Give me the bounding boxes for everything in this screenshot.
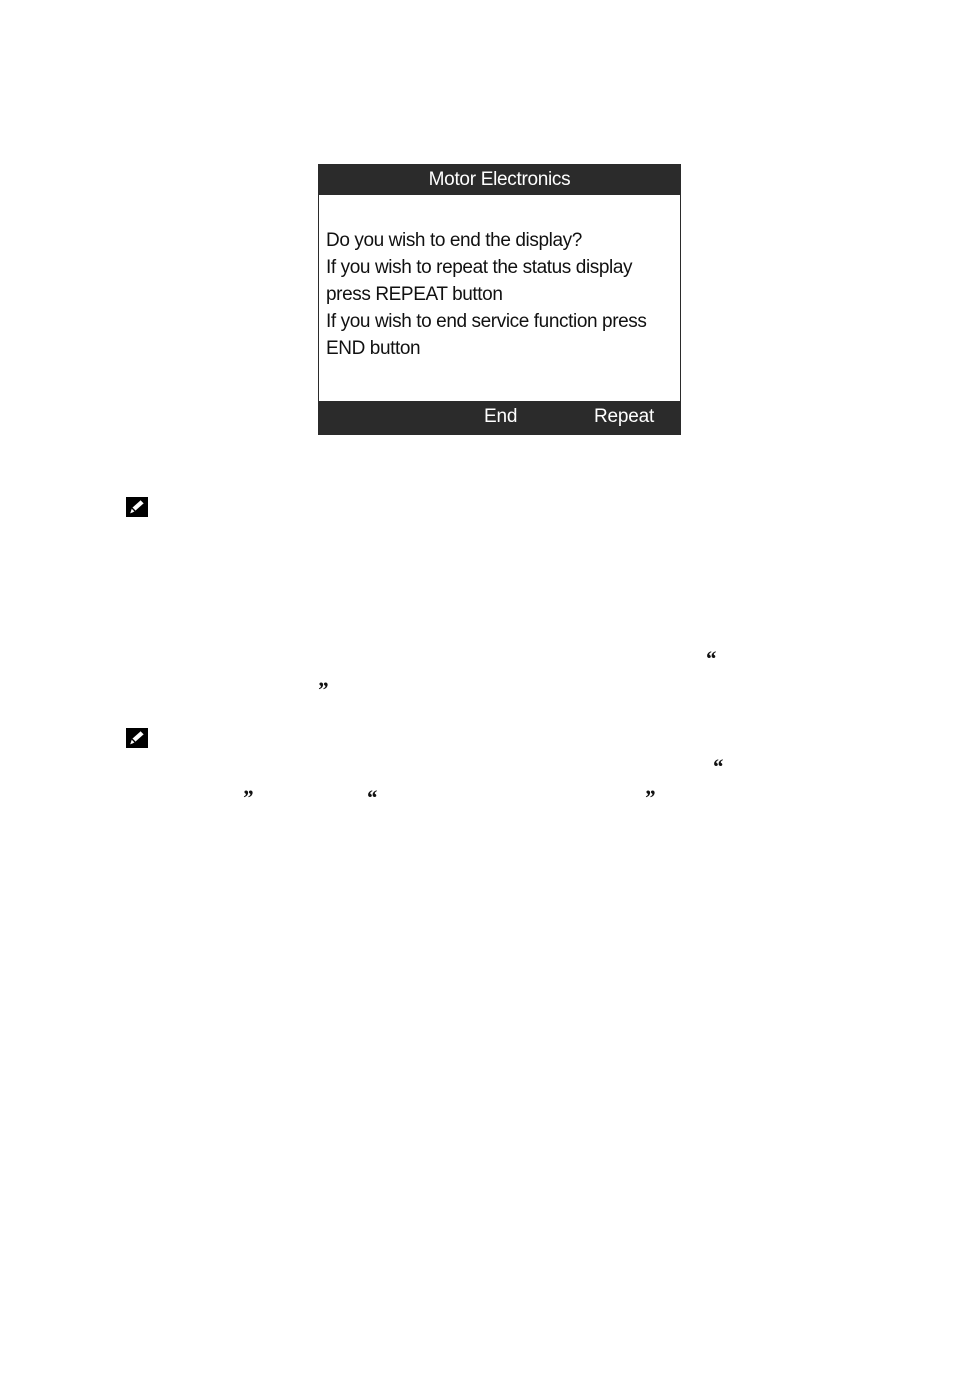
note-pencil-icon <box>126 728 148 748</box>
screen-title: Motor Electronics <box>428 169 571 190</box>
open-quote-mark: “ <box>705 646 716 671</box>
message-line: press REPEAT button <box>326 284 503 305</box>
message-line: Do you wish to end the display? <box>326 230 582 251</box>
close-quote-mark: ” <box>242 785 253 810</box>
message-line: If you wish to end service function press <box>326 311 647 332</box>
close-quote-mark: ” <box>317 677 328 702</box>
softkey-bar <box>319 401 680 434</box>
device-screen <box>318 164 681 435</box>
repeat-button[interactable]: Repeat <box>594 406 655 427</box>
screen-title-bar <box>319 165 680 195</box>
message-body <box>326 227 676 362</box>
open-quote-mark: “ <box>366 785 377 810</box>
message-line: END button <box>326 338 421 359</box>
message-line: If you wish to repeat the status display <box>326 257 633 278</box>
open-quote-mark: “ <box>712 754 723 779</box>
close-quote-mark: ” <box>644 785 655 810</box>
note-pencil-icon <box>126 497 148 517</box>
end-button[interactable]: End <box>484 406 518 427</box>
